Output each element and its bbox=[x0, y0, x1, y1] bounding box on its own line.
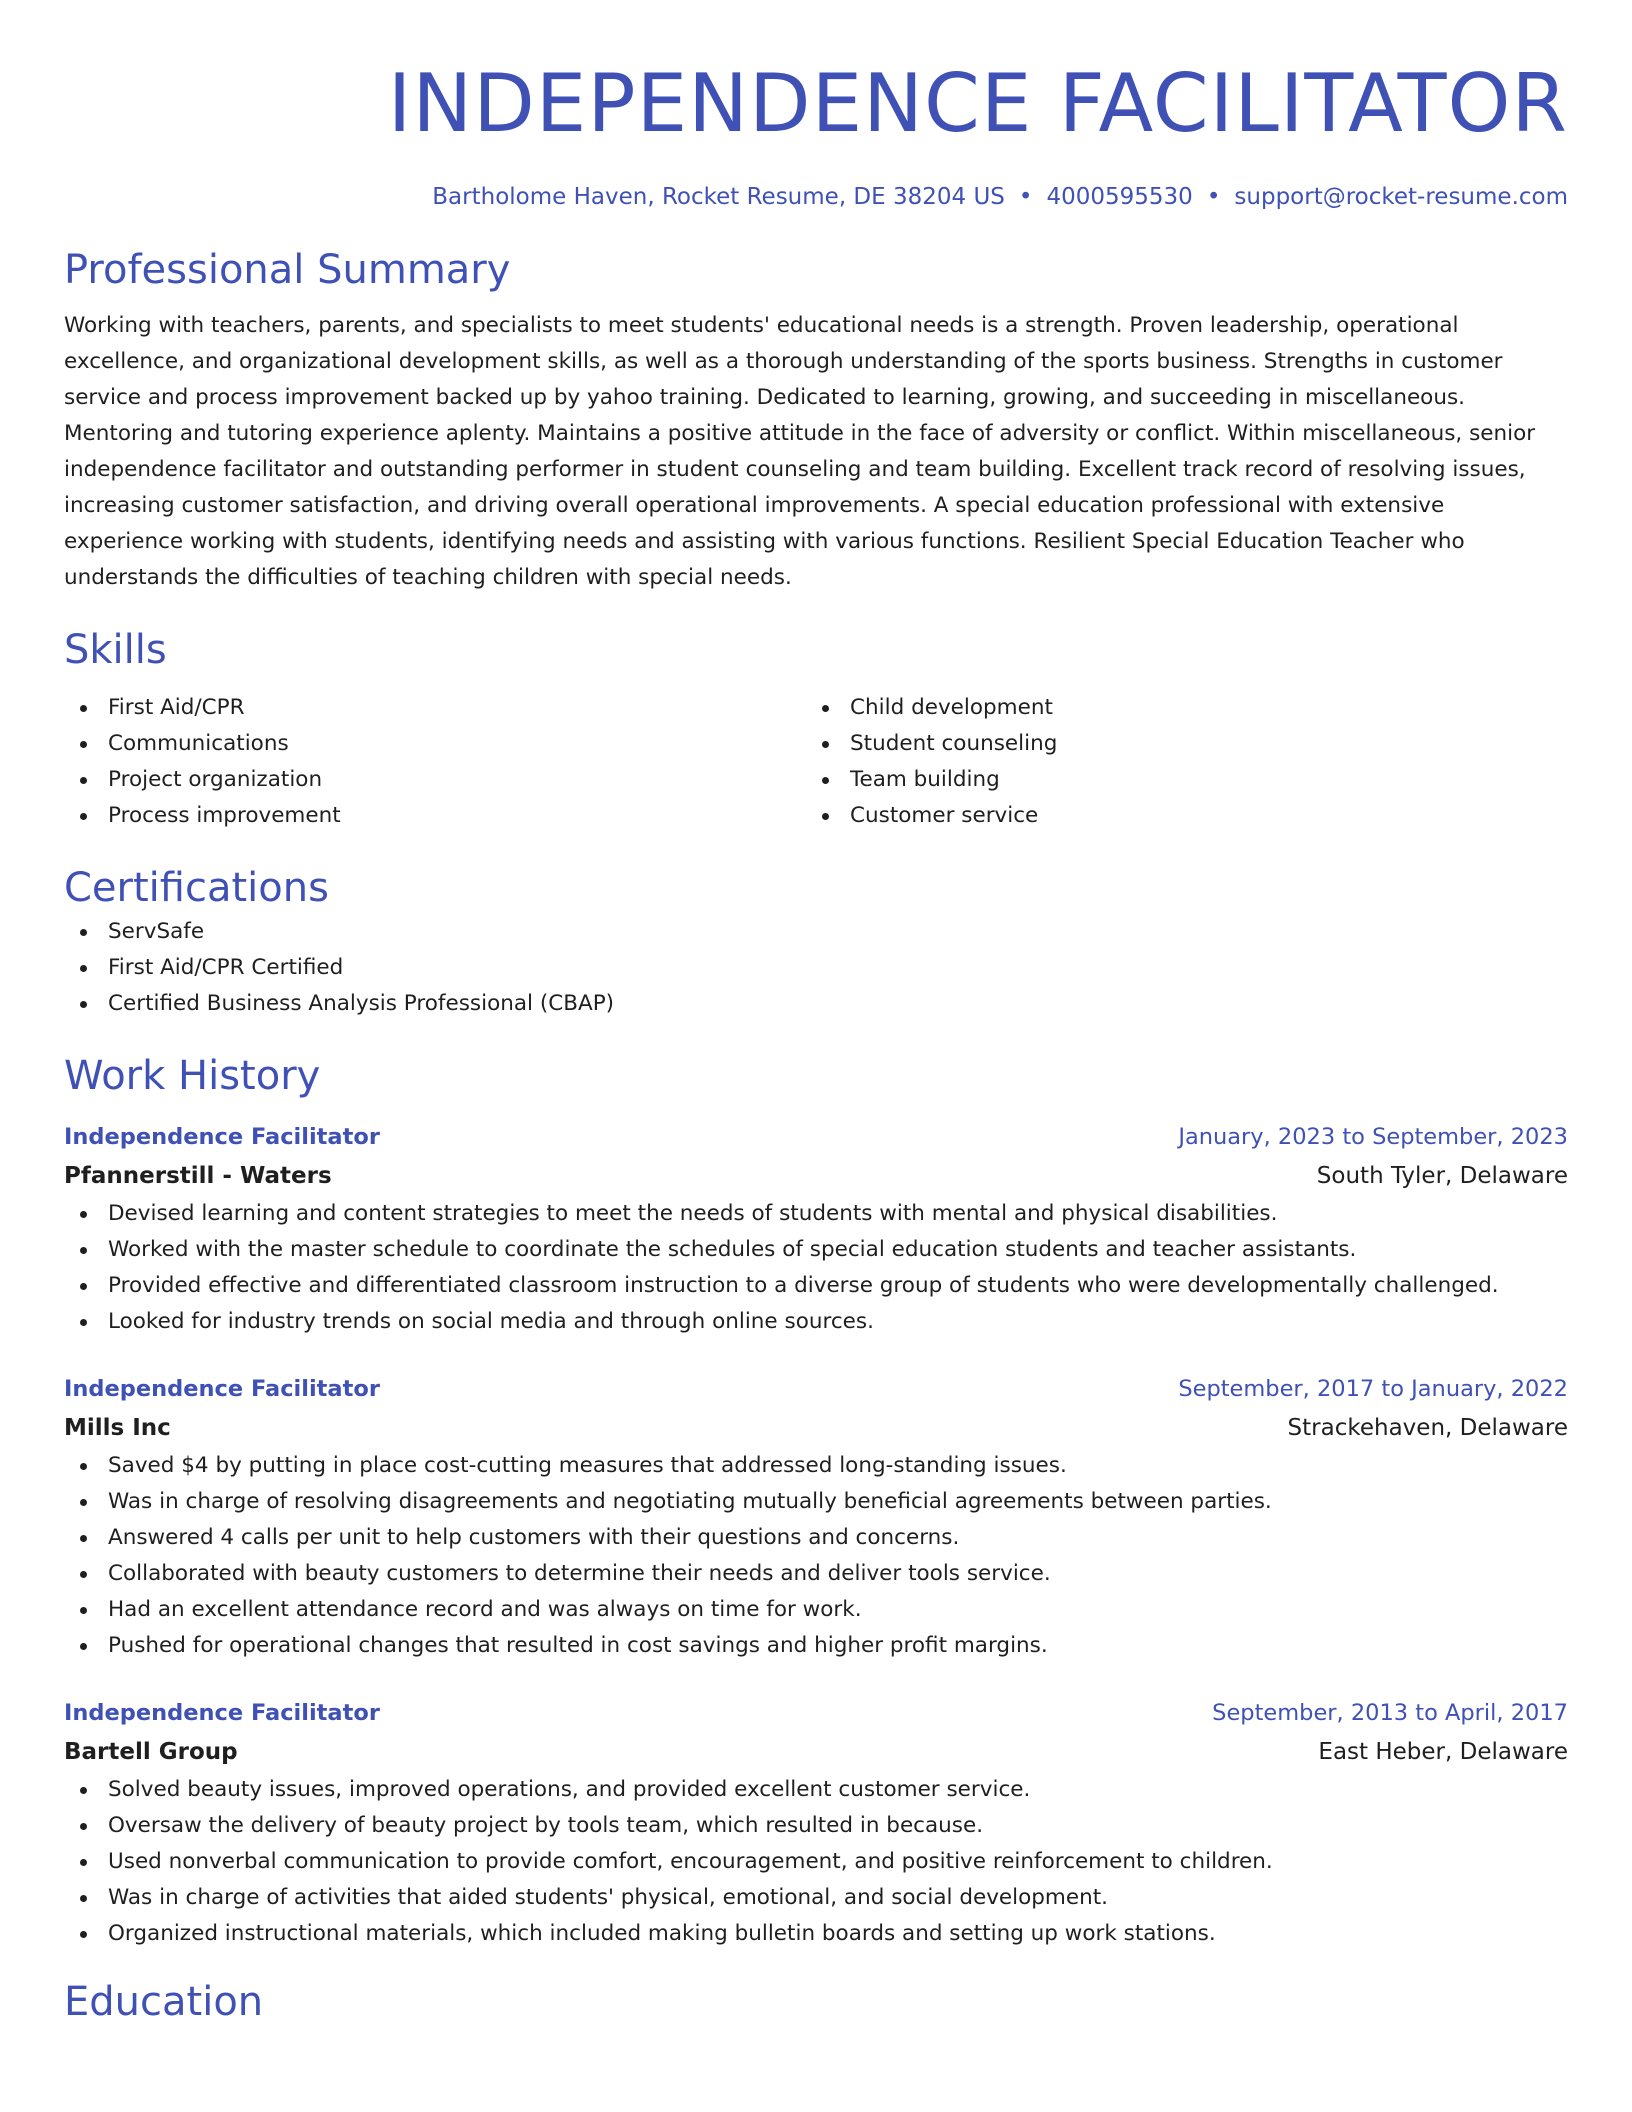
job-bullet: Answered 4 calls per unit to help customers with their questions and concerns. bbox=[64, 1520, 1568, 1556]
skill-item: Project organization bbox=[64, 762, 806, 798]
job-bullet: Devised learning and content strategies to meet the needs of students with mental and physical disabilities. bbox=[64, 1196, 1568, 1232]
job-dates: January, 2023 to September, 2023 bbox=[1178, 1124, 1568, 1150]
skills-column-right bbox=[806, 690, 1548, 834]
job-bullet: Looked for industry trends on social media and through online sources. bbox=[64, 1304, 1568, 1340]
contact-separator: • bbox=[1206, 184, 1221, 210]
summary-heading: Professional Summary bbox=[64, 247, 511, 293]
job-bullet: Provided effective and differentiated classroom instruction to a diverse group of students who were developmentally challenged. bbox=[64, 1268, 1568, 1304]
resume-page bbox=[64, 0, 1568, 2028]
skills-column-left bbox=[64, 690, 806, 834]
job-bullet: Was in charge of resolving disagreements and negotiating mutually beneficial agreements between parties. bbox=[64, 1484, 1568, 1520]
job-dates: September, 2017 to January, 2022 bbox=[1178, 1376, 1568, 1402]
job-dates: September, 2013 to April, 2017 bbox=[1212, 1700, 1568, 1726]
education-heading: Education bbox=[64, 1979, 264, 2025]
resume-name: INDEPENDENCE FACILITATOR bbox=[387, 57, 1568, 150]
contact-email: support@rocket-resume.com bbox=[1234, 184, 1568, 210]
job-entry bbox=[64, 1370, 1568, 1664]
job-bullet: Used nonverbal communication to provide comfort, encouragement, and positive reinforcement to children. bbox=[64, 1844, 1568, 1880]
job-bullet: Saved $4 by putting in place cost-cutting measures that addressed long-standing issues. bbox=[64, 1448, 1568, 1484]
skill-item: Communications bbox=[64, 726, 806, 762]
job-bullet: Pushed for operational changes that resulted in cost savings and higher profit margins. bbox=[64, 1628, 1568, 1664]
job-entry bbox=[64, 1694, 1568, 1952]
certification-item: ServSafe bbox=[64, 914, 1568, 950]
job-title: Independence Facilitator bbox=[64, 1124, 380, 1150]
job-bullet: Collaborated with beauty customers to determine their needs and deliver tools service. bbox=[64, 1556, 1568, 1592]
contact-phone: 4000595530 bbox=[1046, 184, 1193, 210]
skill-item: Child development bbox=[806, 690, 1548, 726]
job-bullet-list bbox=[64, 1196, 1568, 1340]
skill-item: Student counseling bbox=[806, 726, 1548, 762]
skills-list-right bbox=[806, 690, 1548, 834]
job-bullet-list bbox=[64, 1448, 1568, 1664]
skill-item: First Aid/CPR bbox=[64, 690, 806, 726]
contact-separator: • bbox=[1018, 184, 1033, 210]
job-bullet: Was in charge of activities that aided students' physical, emotional, and social development. bbox=[64, 1880, 1568, 1916]
job-location: South Tyler, Delaware bbox=[1316, 1163, 1568, 1189]
job-bullet: Worked with the master schedule to coordinate the schedules of special education students and teacher assistants. bbox=[64, 1232, 1568, 1268]
job-bullet: Oversaw the delivery of beauty project by tools team, which resulted in because. bbox=[64, 1808, 1568, 1844]
job-bullet: Had an excellent attendance record and was always on time for work. bbox=[64, 1592, 1568, 1628]
certification-item: First Aid/CPR Certified bbox=[64, 950, 1568, 986]
skill-item: Customer service bbox=[806, 798, 1548, 834]
contact-line bbox=[64, 182, 1568, 212]
certifications-heading: Certifications bbox=[64, 865, 329, 911]
job-entry bbox=[64, 1118, 1568, 1340]
certifications-list bbox=[64, 914, 1568, 1022]
job-company: Mills Inc bbox=[64, 1415, 171, 1441]
work-history-heading: Work History bbox=[64, 1053, 321, 1099]
skill-item: Team building bbox=[806, 762, 1548, 798]
job-title: Independence Facilitator bbox=[64, 1376, 380, 1402]
skill-item: Process improvement bbox=[64, 798, 806, 834]
job-bullet: Organized instructional materials, which included making bulletin boards and setting up work stations. bbox=[64, 1916, 1568, 1952]
summary-text: Working with teachers, parents, and specialists to meet students' educational needs is a strength. Proven leadership, operational excellence, and organizational development skills, as well as a thorough understanding of the sports business. Strengths in customer service and process improvement backed up by yahoo training. Dedicated to learning, growing, and succeeding in miscellaneous. Mentoring and tutoring experience aplenty. Maintains a positive attitude in the face of adversity or conflict. Within miscellaneous, senior independence facilitator and outstanding performer in student counseling and team building. Excellent track record of resolving issues, increasing customer satisfaction, and driving overall operational improvements. A special education professional with extensive experience working with students, identifying needs and assisting with various functions. Resilient Special Education Teacher who understands the difficulties of teaching children with special needs. bbox=[64, 313, 1536, 590]
skills-heading: Skills bbox=[64, 627, 167, 673]
job-title: Independence Facilitator bbox=[64, 1700, 380, 1726]
certification-item: Certified Business Analysis Professional (CBAP) bbox=[64, 986, 1568, 1022]
job-location: Strackehaven, Delaware bbox=[1287, 1415, 1568, 1441]
job-location: East Heber, Delaware bbox=[1318, 1739, 1568, 1765]
job-bullet-list bbox=[64, 1772, 1568, 1952]
job-company: Bartell Group bbox=[64, 1739, 238, 1765]
skills-list-left bbox=[64, 690, 806, 834]
skills-grid bbox=[64, 690, 1568, 834]
job-company: Pfannerstill - Waters bbox=[64, 1163, 332, 1189]
contact-address: Bartholome Haven, Rocket Resume, DE 38204 US bbox=[432, 184, 1005, 210]
job-bullet: Solved beauty issues, improved operations, and provided excellent customer service. bbox=[64, 1772, 1568, 1808]
